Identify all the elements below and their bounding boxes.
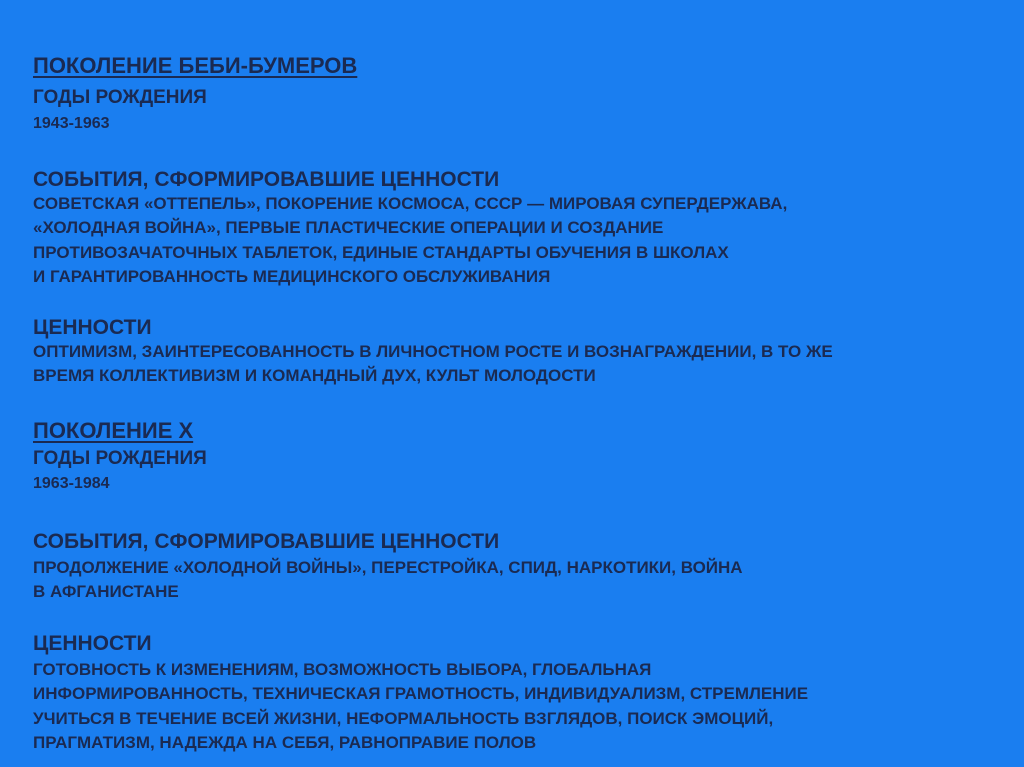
- genx-birth-label: ГОДЫ РОЖДЕНИЯ: [33, 448, 207, 469]
- boomers-years: 1943-1963: [33, 115, 110, 132]
- genx-values-line: ПРАГМАТИЗМ, НАДЕЖДА НА СЕБЯ, РАВНОПРАВИЕ ПОЛОВ: [33, 733, 537, 753]
- boomers-events-heading: СОБЫТИЯ, СФОРМИРОВАВШИЕ ЦЕННОСТИ: [33, 168, 500, 191]
- genx-events-heading: СОБЫТИЯ, СФОРМИРОВАВШИЕ ЦЕННОСТИ: [33, 530, 500, 553]
- boomers-events-text: [33, 192, 787, 290]
- genx-values-line: ИНФОРМИРОВАННОСТЬ, ТЕХНИЧЕСКАЯ ГРАМОТНОСТЬ, ИНДИВИДУАЛИЗМ, СТРЕМЛЕНИЕ: [33, 684, 809, 704]
- boomers-values-heading: ЦЕННОСТИ: [33, 316, 152, 339]
- boomers-events-line: И ГАРАНТИРОВАННОСТЬ МЕДИЦИНСКОГО ОБСЛУЖИВАНИЯ: [33, 267, 551, 287]
- genx-values-line: УЧИТЬСЯ В ТЕЧЕНИЕ ВСЕЙ ЖИЗНИ, НЕФОРМАЛЬНОСТЬ ВЗГЛЯДОВ, ПОИСК ЭМОЦИЙ,: [33, 708, 774, 728]
- boomers-values-line: ОПТИМИЗМ, ЗАИНТЕРЕСОВАННОСТЬ В ЛИЧНОСТНОМ РОСТЕ И ВОЗНАГРАЖДЕНИИ, В ТО ЖЕ: [33, 342, 833, 361]
- genx-years: 1963-1984: [33, 475, 110, 492]
- genx-events-line: В АФГАНИСТАНЕ: [33, 582, 179, 602]
- genx-events-text: [33, 556, 743, 605]
- boomers-values-line: ВРЕМЯ КОЛЛЕКТИВИЗМ И КОМАНДНЫЙ ДУХ, КУЛЬТ МОЛОДОСТИ: [33, 366, 596, 386]
- boomers-events-line: ПРОТИВОЗАЧАТОЧНЫХ ТАБЛЕТОК, ЕДИНЫЕ СТАНДАРТЫ ОБУЧЕНИЯ В ШКОЛАХ: [33, 242, 729, 262]
- boomers-values-text: [33, 340, 833, 389]
- genx-values-text: [33, 658, 808, 756]
- boomers-events-line: «ХОЛОДНАЯ ВОЙНА», ПЕРВЫЕ ПЛАСТИЧЕСКИЕ ОПЕРАЦИИ И СОЗДАНИЕ: [33, 218, 664, 238]
- genx-events-line: ПРОДОЛЖЕНИЕ «ХОЛОДНОЙ ВОЙНЫ», ПЕРЕСТРОЙКА, СПИД, НАРКОТИКИ, ВОЙНА: [33, 558, 743, 577]
- genx-values-line: ГОТОВНОСТЬ К ИЗМЕНЕНИЯМ, ВОЗМОЖНОСТЬ ВЫБОРА, ГЛОБАЛЬНАЯ: [33, 660, 652, 679]
- boomers-birth-label: ГОДЫ РОЖДЕНИЯ: [33, 87, 207, 108]
- boomers-events-line: СОВЕТСКАЯ «ОТТЕПЕЛЬ», ПОКОРЕНИЕ КОСМОСА, СССР — МИРОВАЯ СУПЕРДЕРЖАВА,: [33, 194, 788, 213]
- boomers-title: ПОКОЛЕНИЕ БЕБИ-БУМЕРОВ: [33, 53, 358, 78]
- genx-values-heading: ЦЕННОСТИ: [33, 632, 152, 655]
- genx-title: ПОКОЛЕНИЕ Х: [33, 418, 194, 443]
